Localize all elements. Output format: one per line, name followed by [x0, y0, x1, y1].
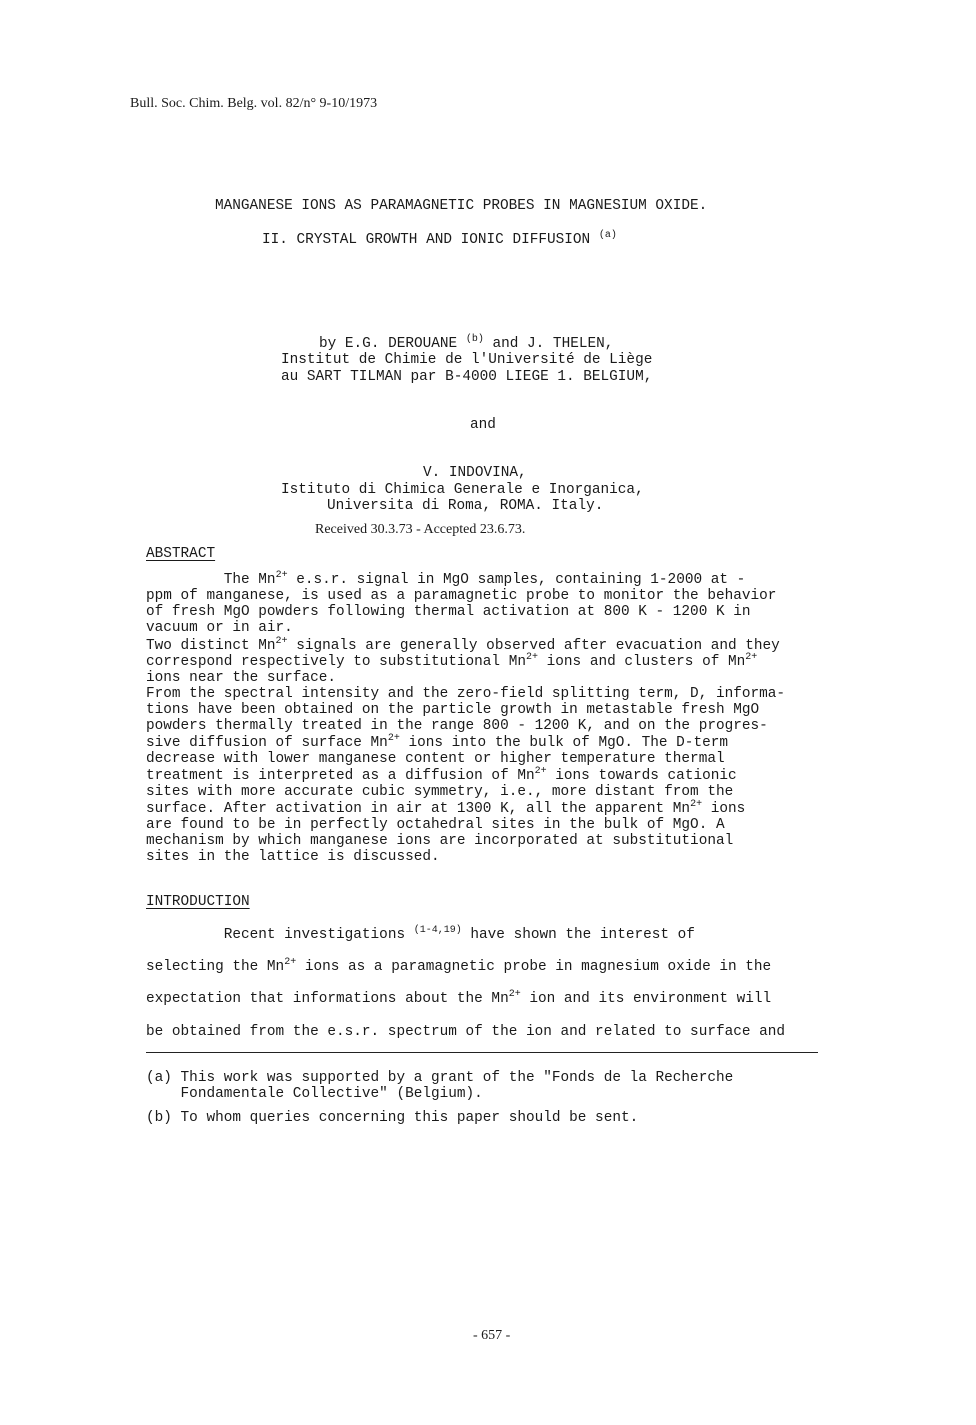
intro-line: [146, 991, 771, 1007]
text-run: expectation that informations about the Mn: [146, 991, 509, 1007]
page-number: - 657 -: [473, 1328, 511, 1343]
abstract-line: are found to be in perfectly octahedral sites in the bulk of MgO. A: [146, 817, 725, 833]
superscript: 2+: [525, 652, 538, 663]
author-byline: by E.G. DEROUANE: [319, 336, 458, 352]
footnote-a-line2: Fondamentale Collective" (Belgium).: [146, 1086, 483, 1102]
paper-title-line2: [262, 232, 617, 248]
abstract-line: [146, 638, 780, 654]
coauthor: and J. THELEN,: [492, 336, 614, 352]
paper-title-line1: MANGANESE IONS AS PARAMAGNETIC PROBES IN MAGNESIUM OXIDE.: [215, 198, 708, 214]
superscript: 2+: [745, 652, 758, 663]
abstract-heading: ABSTRACT: [146, 546, 216, 562]
text-run: ions as a paramagnetic probe in magnesium oxide in the: [296, 959, 772, 975]
footnote-a-line1: (a) This work was supported by a grant of the "Fonds de la Recherche: [146, 1070, 734, 1086]
superscript: 2+: [275, 570, 288, 581]
text-run: ions into the bulk of MgO. The D-term: [399, 735, 728, 751]
superscript: 2+: [284, 957, 297, 968]
footnote-marker-b: (b): [465, 334, 484, 345]
affiliation-1-line2: au SART TILMAN par B-4000 LIEGE 1. BELGIUM,: [281, 369, 653, 385]
abstract-line: From the spectral intensity and the zero-field splitting term, D, informa-: [146, 686, 786, 702]
superscript: 2+: [690, 799, 703, 810]
citation-superscript: (1-4,19): [413, 925, 462, 936]
text-run: ions and clusters of Mn: [538, 654, 746, 670]
abstract-line: powders thermally treated in the range 800 - 1200 K, and on the progres-: [146, 718, 768, 734]
affiliation-2-line1: Istituto di Chimica Generale e Inorganica,: [281, 482, 644, 498]
text-run: The Mn: [223, 572, 276, 588]
abstract-line: sites in the lattice is discussed.: [146, 849, 440, 865]
author-line: [319, 336, 613, 352]
text-run: ions towards cationic: [546, 768, 737, 784]
affiliation-2-line2: Universita di Roma, ROMA. Italy.: [327, 498, 604, 514]
introduction-heading: INTRODUCTION: [146, 894, 250, 910]
intro-line: [146, 959, 771, 975]
superscript: 2+: [508, 989, 521, 1000]
abstract-line: ions near the surface.: [146, 670, 336, 686]
abstract-line: vacuum or in air.: [146, 620, 293, 636]
text-run: ions: [702, 801, 746, 817]
abstract-line: of fresh MgO powders following thermal activation at 800 K - 1200 K in: [146, 604, 751, 620]
text-run: signals are generally observed after evacuation and they: [287, 638, 780, 654]
text-run: treatment is interpreted as a diffusion of Mn: [146, 768, 535, 784]
footnote-b: (b) To whom queries concerning this paper should be sent.: [146, 1110, 639, 1126]
text-run: e.s.r. signal in MgO samples, containing 1-2000 at -: [287, 572, 746, 588]
intro-line: [146, 927, 695, 943]
author-2-name: V. INDOVINA,: [423, 465, 527, 481]
text-run: have shown the interest of: [461, 927, 695, 943]
text-run: correspond respectively to substitutional Mn: [146, 654, 526, 670]
abstract-line: mechanism by which manganese ions are incorporated at substitutional: [146, 833, 734, 849]
text-run: selecting the Mn: [146, 959, 285, 975]
text-run: ion and its environment will: [520, 991, 772, 1007]
text-run: Two distinct Mn: [146, 638, 276, 654]
affiliation-1-line1: Institut de Chimie de l'Université de Liège: [281, 352, 653, 368]
abstract-line: [146, 768, 737, 784]
footnote-rule: [146, 1052, 818, 1053]
abstract-line: [146, 801, 745, 817]
superscript: 2+: [534, 766, 547, 777]
and-separator: and: [470, 417, 496, 433]
text-run: sive diffusion of surface Mn: [146, 735, 388, 751]
text-run: surface. After activation in air at 1300 K, all the apparent Mn: [146, 801, 691, 817]
abstract-line: [146, 735, 728, 751]
abstract-line: ppm of manganese, is used as a paramagnetic probe to monitor the behavior: [146, 588, 777, 604]
received-date: Received 30.3.73 - Accepted 23.6.73.: [315, 522, 526, 537]
text-run: Recent investigations: [223, 927, 414, 943]
journal-reference: Bull. Soc. Chim. Belg. vol. 82/n° 9-10/1973: [130, 96, 378, 111]
abstract-line: [146, 572, 745, 588]
footnote-marker-a: (a): [598, 230, 617, 241]
superscript: 2+: [387, 733, 400, 744]
abstract-line: [146, 654, 757, 670]
abstract-line: sites with more accurate cubic symmetry, i.e., more distant from the: [146, 784, 734, 800]
title-line2-text: II. CRYSTAL GROWTH AND IONIC DIFFUSION: [262, 232, 591, 248]
abstract-line: tions have been obtained on the particle growth in metastable fresh MgO: [146, 702, 760, 718]
intro-line: be obtained from the e.s.r. spectrum of the ion and related to surface and: [146, 1024, 786, 1040]
superscript: 2+: [275, 636, 288, 647]
abstract-line: decrease with lower manganese content or higher temperature thermal: [146, 751, 725, 767]
